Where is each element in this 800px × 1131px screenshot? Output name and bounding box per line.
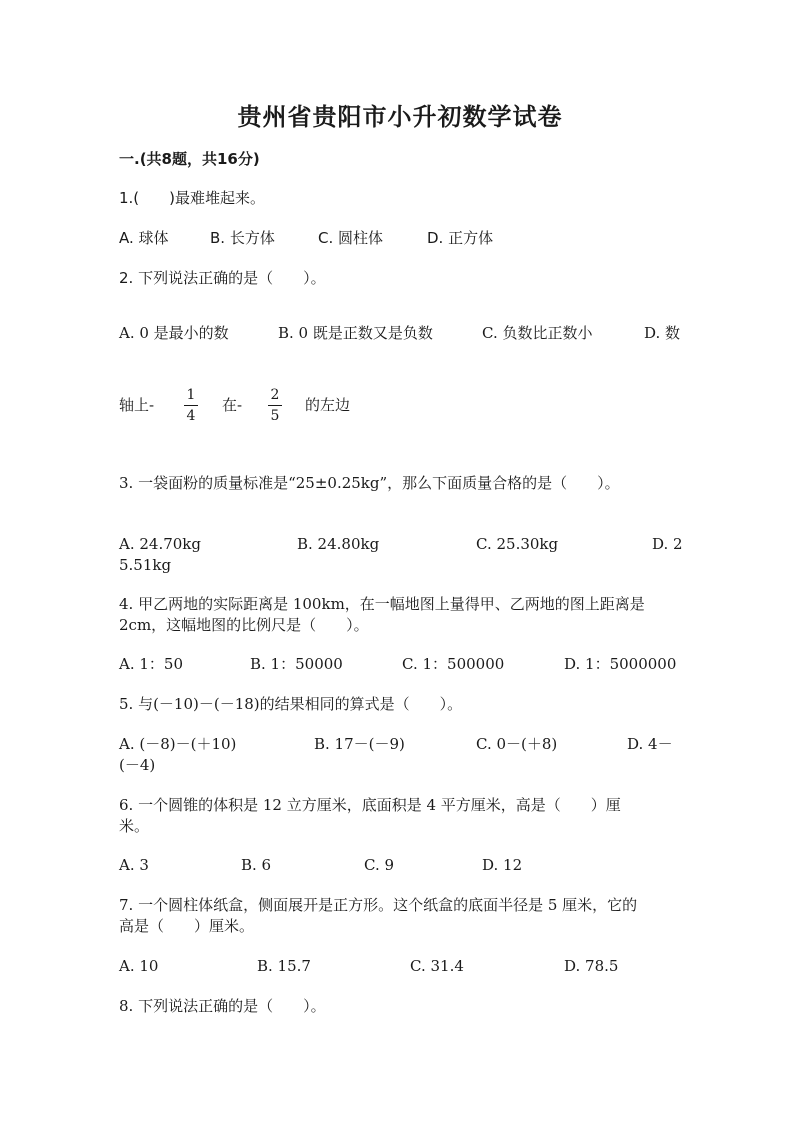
question-3-option-a: A. 24.70kg [119,535,202,553]
question-1-option-a: A. 球体 [119,229,169,247]
fraction-denominator: 4 [186,408,196,424]
question-2-option-a: A. 0 是最小的数 [119,324,229,342]
question-7-option-c: C. 31.4 [410,957,464,975]
question-5-option-b: B. 17－(－9) [314,735,405,753]
question-6-stem-continued: 米。 [119,817,150,835]
fraction-one-quarter [183,387,199,424]
question-7-stem: 7. 一个圆柱体纸盒，侧面展开是正方形。这个纸盒的底面半径是 5 厘米，它的 [119,896,638,914]
question-8-stem: 8. 下列说法正确的是（ ）。 [119,997,326,1015]
question-6-stem: 6. 一个圆锥的体积是 12 立方厘米，底面积是 4 平方厘米，高是（ ）厘 [119,796,621,814]
question-4-option-b: B. 1：50000 [250,655,343,673]
question-1-stem: 1.( )最难堆起来。 [119,189,266,207]
fraction-bar [184,405,198,406]
question-7-option-b: B. 15.7 [257,957,311,975]
question-5-option-d-continued: (－4) [119,756,156,774]
page-title: 贵州省贵阳市小升初数学试卷 [237,103,563,131]
section-heading: 一.(共8题，共16分) [119,150,260,168]
question-7-option-d: D. 78.5 [564,957,619,975]
question-2-option-b: B. 0 既是正数又是负数 [278,324,433,342]
question-6-option-a: A. 3 [119,856,149,874]
question-2-option-d: D. 数 [644,324,681,342]
question-2-option-d-line2-mid: 在- [222,396,243,414]
question-4-option-c: C. 1：500000 [402,655,505,673]
question-5-option-d: D. 4－ [627,735,673,753]
question-3-stem: 3. 一袋面粉的质量标准是“25±0.25kg”，那么下面质量合格的是（ ）。 [119,474,620,492]
question-2-stem: 2. 下列说法正确的是（ ）。 [119,269,326,287]
question-3-option-d-continued: 5.51kg [119,556,172,574]
question-6-option-c: C. 9 [364,856,395,874]
fraction-numerator: 2 [270,387,280,403]
question-4-stem: 4. 甲乙两地的实际距离是 100km，在一幅地图上量得甲、乙两地的图上距离是 [119,595,645,613]
question-2-option-c: C. 负数比正数小 [482,324,593,342]
question-5-stem: 5. 与(－10)－(－18)的结果相同的算式是（ ）。 [119,695,463,713]
question-3-option-b: B. 24.80kg [297,535,380,553]
question-4-option-a: A. 1：50 [119,655,183,673]
question-1-option-d: D. 正方体 [427,229,494,247]
question-5-option-a: A. (－8)－(＋10) [119,735,237,753]
fraction-denominator: 5 [270,408,280,424]
question-7-stem-continued: 高是（ ）厘米。 [119,917,255,935]
question-4-option-d: D. 1：5000000 [564,655,677,673]
fraction-two-fifths [267,387,283,424]
question-1-option-b: B. 长方体 [210,229,275,247]
fraction-bar [268,405,282,406]
question-3-option-c: C. 25.30kg [476,535,559,553]
question-4-stem-continued: 2cm，这幅地图的比例尺是（ ）。 [119,616,369,634]
question-5-option-c: C. 0－(＋8) [476,735,558,753]
question-1-option-c: C. 圆柱体 [318,229,384,247]
fraction-numerator: 1 [186,387,196,403]
question-6-option-b: B. 6 [241,856,272,874]
question-3-option-d: D. 2 [652,535,683,553]
question-2-option-d-line2-start: 轴上- [119,396,155,414]
question-2-option-d-line2-end: 的左边 [305,396,351,414]
question-7-option-a: A. 10 [119,957,159,975]
question-6-option-d: D. 12 [482,856,523,874]
